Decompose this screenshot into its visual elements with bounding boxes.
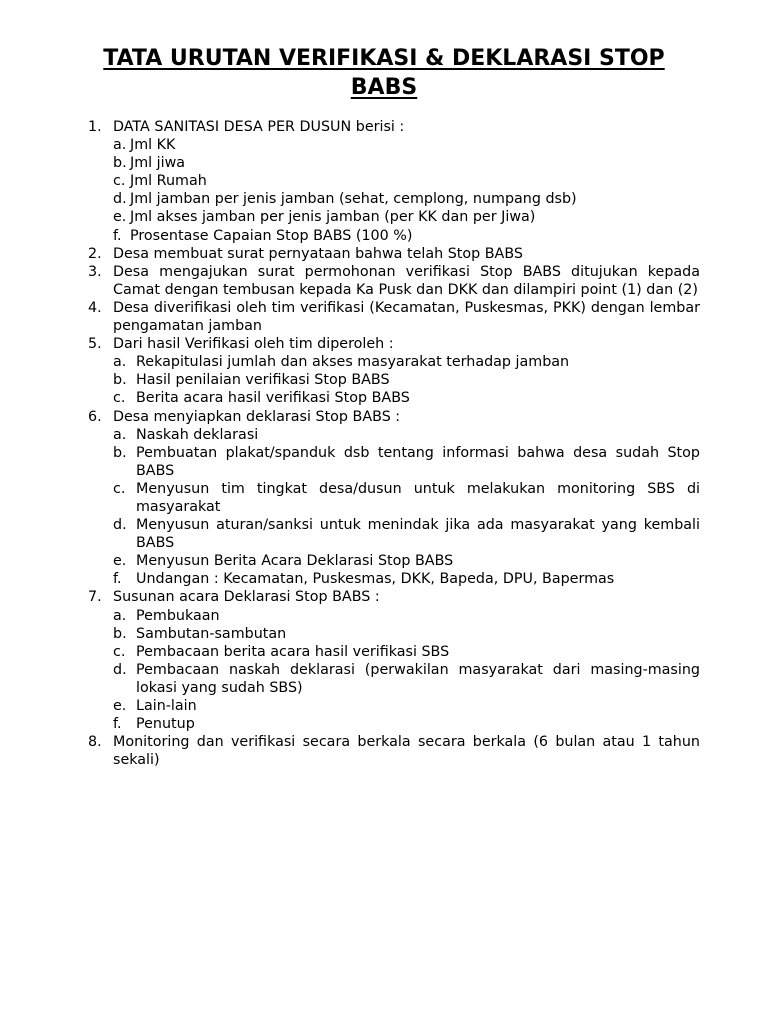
item-number: 2. (88, 245, 102, 262)
subitem-letter: d. (113, 517, 127, 534)
subitem-letter: a. (113, 137, 127, 154)
subitem-5c (113, 389, 700, 407)
subitem-text: Undangan : Kecamatan, Puskesmas, DKK, Bapeda, DPU, Bapermas (136, 571, 615, 588)
subitem-text: Jml akses jamban per jenis jamban (per KK dan per Jiwa) (130, 209, 536, 226)
list-item-3 (88, 263, 700, 299)
subitem-1a (113, 136, 700, 154)
item-number: 6. (88, 408, 102, 425)
subitem-letter: a. (113, 354, 127, 371)
subitem-letter: c. (113, 643, 126, 660)
item-number: 7. (88, 589, 102, 606)
subitem-7f (113, 715, 700, 733)
subitem-text: Naskah deklarasi (136, 426, 259, 443)
list-item-5 (88, 335, 700, 407)
item-number: 3. (88, 263, 102, 280)
item-number: 8. (88, 734, 102, 751)
subitem-6b (113, 444, 700, 480)
subitem-7d (113, 661, 700, 697)
subitem-letter: c. (113, 480, 126, 497)
subitem-6e (113, 552, 700, 570)
subitem-text: Pembuatan plakat/spanduk dsb tentang informasi bahwa desa sudah Stop BABS (136, 444, 700, 479)
subitem-text: Berita acara hasil verifikasi Stop BABS (136, 390, 410, 407)
list-item-8 (88, 733, 700, 769)
item-text: Monitoring dan verifikasi secara berkala secara berkala (6 bulan atau 1 tahun sekali) (113, 734, 700, 769)
list-item-7 (88, 588, 700, 733)
subitem-letter: b. (113, 625, 127, 642)
subitem-letter: f. (113, 716, 122, 733)
item-text: DATA SANITASI DESA PER DUSUN berisi : (113, 119, 405, 135)
subitem-text: Sambutan-sambutan (136, 625, 287, 642)
subitem-letter: a. (113, 426, 127, 443)
subitem-5b (113, 371, 700, 389)
procedure-list (88, 118, 700, 769)
subitem-1b (113, 154, 700, 172)
subitem-1f (113, 227, 700, 245)
subitem-6d (113, 516, 700, 552)
subitem-letter: a. (113, 607, 127, 624)
subitem-1c (113, 172, 700, 190)
subitem-text: Pembacaan berita acara hasil verifikasi SBS (136, 643, 450, 660)
item-number: 1. (88, 119, 102, 135)
subitem-text: Menyusun Berita Acara Deklarasi Stop BABS (136, 553, 454, 570)
subitem-text: Prosentase Capaian Stop BABS (100 %) (130, 227, 413, 244)
subitem-1e (113, 208, 700, 226)
subitem-text: Lain-lain (136, 698, 197, 714)
subitem-text: Jml jiwa (130, 155, 186, 172)
subitem-letter: d. (113, 191, 127, 208)
subitem-text: Jml jamban per jenis jamban (sehat, cemplong, numpang dsb) (130, 191, 577, 208)
item-text: Desa mengajukan surat permohonan verifikasi Stop BABS ditujukan kepada Camat dengan tembusan kepada Ka Pusk dan DKK dan dilampiri point (1) dan (2) (113, 263, 700, 298)
subitem-letter: d. (113, 661, 127, 678)
subitem-7b (113, 625, 700, 643)
item-number: 5. (88, 336, 102, 353)
subitem-letter: b. (113, 372, 127, 389)
item-number: 4. (88, 299, 102, 316)
subitem-letter: f. (113, 571, 122, 588)
subitem-text: Pembukaan (136, 607, 220, 624)
subitem-letter: e. (113, 553, 127, 570)
list-item-4 (88, 299, 700, 335)
list-item-1 (88, 118, 700, 245)
subitem-text: Penutup (136, 716, 195, 733)
subitem-5a (113, 353, 700, 371)
subitem-6f (113, 570, 700, 588)
subitem-text: Pembacaan naskah deklarasi (perwakilan masyarakat dari masing-masing lokasi yang sudah SBS) (136, 661, 700, 696)
subitem-text: Menyusun tim tingkat desa/dusun untuk melakukan monitoring SBS di masyarakat (136, 480, 700, 515)
subitem-6a (113, 426, 700, 444)
subitem-letter: c. (113, 390, 126, 407)
subitem-text: Jml Rumah (130, 173, 207, 190)
document-title: TATA URUTAN VERIFIKASI & DEKLARASI STOP BABS (103, 46, 665, 100)
item-text: Desa menyiapkan deklarasi Stop BABS : (113, 408, 401, 425)
list-item-2 (88, 245, 700, 263)
subitem-7a (113, 607, 700, 625)
subitem-text: Hasil penilaian verifikasi Stop BABS (136, 372, 390, 389)
item-text: Dari hasil Verifikasi oleh tim diperoleh : (113, 336, 394, 353)
subitem-letter: b. (113, 155, 127, 172)
subitem-letter: e. (113, 209, 127, 226)
item-text: Desa membuat surat pernyataan bahwa telah Stop BABS (113, 245, 523, 262)
subitem-text: Menyusun aturan/sanksi untuk menindak jika ada masyarakat yang kembali BABS (136, 517, 700, 552)
item-text: Susunan acara Deklarasi Stop BABS : (113, 589, 380, 606)
subitem-letter: b. (113, 444, 127, 461)
subitem-text: Jml KK (130, 137, 176, 154)
subitem-7e (113, 697, 700, 715)
subitem-letter: f. (113, 227, 122, 244)
subitem-1d (113, 190, 700, 208)
subitem-letter: e. (113, 698, 127, 714)
subitem-6c (113, 480, 700, 516)
subitem-text: Rekapitulasi jumlah dan akses masyarakat terhadap jamban (136, 354, 570, 371)
list-item-6 (88, 408, 700, 589)
subitem-7c (113, 643, 700, 661)
item-text: Desa diverifikasi oleh tim verifikasi (Kecamatan, Puskesmas, PKK) dengan lembar pengamatan jamban (113, 299, 700, 335)
subitem-letter: c. (113, 173, 126, 190)
